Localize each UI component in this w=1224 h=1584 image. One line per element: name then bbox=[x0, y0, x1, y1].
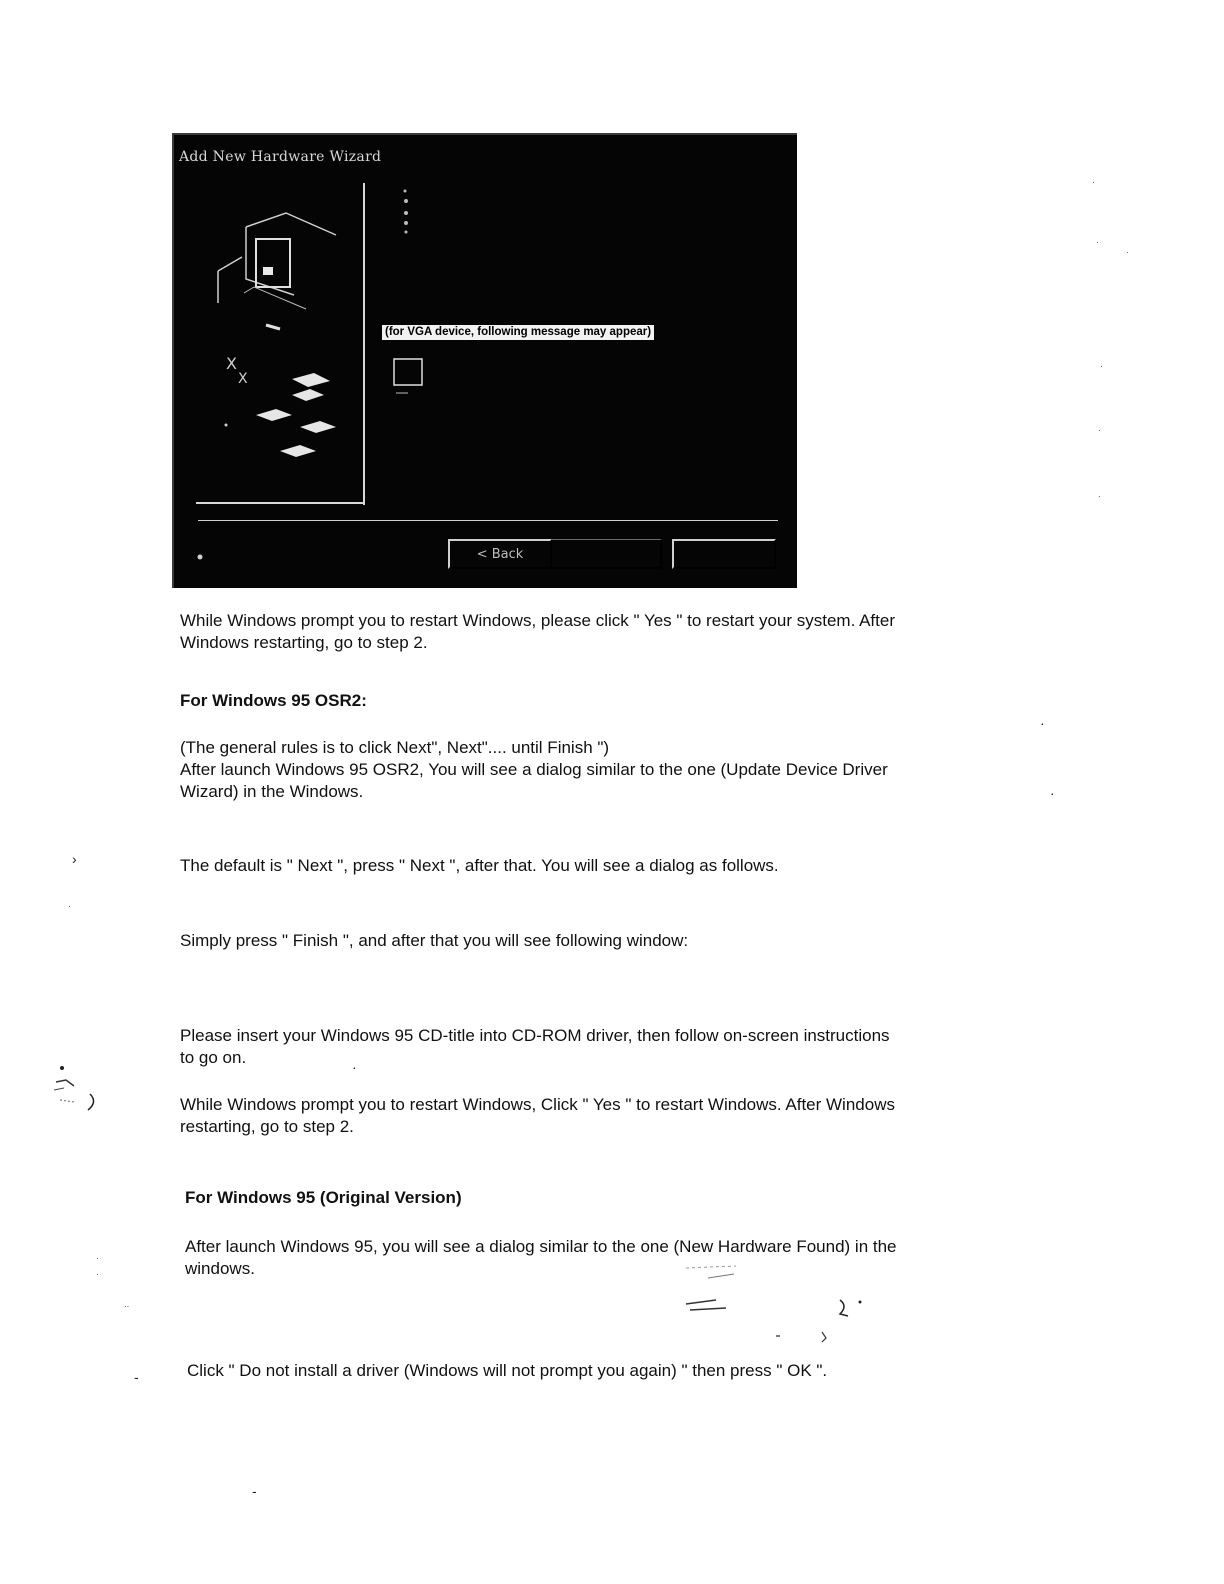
scan-speck: · bbox=[1040, 715, 1045, 731]
text-line: While Windows prompt you to restart Windows, Click " Yes " to restart Windows. After Windows bbox=[180, 1095, 895, 1114]
osr2-heading: For Windows 95 OSR2: bbox=[180, 691, 367, 710]
svg-text:X: X bbox=[238, 371, 248, 387]
add-new-hardware-wizard-screenshot bbox=[172, 133, 797, 588]
scan-speck: · bbox=[1126, 248, 1129, 257]
wizard-title: Add New Hardware Wizard bbox=[179, 149, 382, 165]
original-version-heading: For Windows 95 (Original Version) bbox=[185, 1188, 462, 1207]
svg-text:X: X bbox=[226, 354, 237, 373]
back-button[interactable]: < Back bbox=[448, 539, 552, 569]
monitor-icon bbox=[392, 357, 426, 397]
text-line: restarting, go to step 2. bbox=[180, 1117, 354, 1136]
finish-paragraph: Simply press " Finish ", and after that you will see following window: bbox=[180, 931, 689, 950]
restart-instruction-paragraph bbox=[180, 610, 1040, 654]
default-next-paragraph: The default is " Next ", press " Next ", after that. You will see a dialog as follows. bbox=[180, 856, 779, 875]
text-line: windows. bbox=[185, 1259, 255, 1278]
do-not-install-paragraph: Click " Do not install a driver (Windows will not prompt you again) " then press " OK ". bbox=[187, 1361, 828, 1380]
scan-scribble-icon bbox=[30, 1060, 106, 1130]
scan-speck: ·· bbox=[124, 1302, 130, 1311]
scan-speck: · bbox=[1096, 238, 1099, 247]
wizard-divider bbox=[198, 520, 778, 521]
osr2-intro-paragraph bbox=[180, 737, 1040, 803]
text-line: to go on. bbox=[180, 1048, 247, 1067]
scan-speck: - bbox=[252, 1483, 257, 1499]
text-line: After launch Windows 95, you will see a dialog similar to the one (New Hardware Found) in the bbox=[185, 1237, 897, 1256]
scan-speck: · bbox=[1098, 492, 1101, 501]
text-line: After launch Windows 95 OSR2, You will see a dialog similar to the one (Update Device Driver bbox=[180, 760, 888, 779]
scan-speck: - bbox=[134, 1369, 139, 1385]
scan-smudge-icon bbox=[676, 1256, 876, 1346]
text-line: Wizard) in the Windows. bbox=[180, 782, 364, 801]
scan-speck: · bbox=[1092, 178, 1095, 187]
scan-speck: › bbox=[72, 851, 77, 867]
scan-speck: · bbox=[96, 1270, 99, 1279]
new-hardware-found-paragraph bbox=[185, 1236, 1045, 1280]
text-line: (The general rules is to click Next", Next".... until Finish ") bbox=[180, 738, 610, 757]
scan-speck: · bbox=[1098, 426, 1101, 435]
text-line: Windows restarting, go to step 2. bbox=[180, 633, 428, 652]
scan-speck: · bbox=[1100, 362, 1103, 371]
cancel-button[interactable] bbox=[672, 539, 776, 569]
insert-cd-paragraph bbox=[180, 1025, 1040, 1069]
dotted-mark-icon bbox=[399, 187, 413, 237]
hardware-illustration-icon bbox=[196, 183, 366, 505]
text-line: While Windows prompt you to restart Windows, please click " Yes " to restart your system. After bbox=[180, 611, 895, 630]
restart-windows-paragraph bbox=[180, 1094, 1040, 1138]
scan-speck: · bbox=[352, 1059, 357, 1075]
scan-speck: · bbox=[1050, 785, 1055, 801]
vga-device-note: (for VGA device, following message may appear) bbox=[382, 325, 654, 340]
scan-speck: · bbox=[68, 902, 71, 911]
scan-speck: · bbox=[96, 1254, 99, 1263]
next-button[interactable] bbox=[552, 539, 662, 569]
text-line: Please insert your Windows 95 CD-title into CD-ROM driver, then follow on-screen instructions bbox=[180, 1026, 890, 1045]
wizard-corner-glyph-icon bbox=[196, 552, 204, 562]
